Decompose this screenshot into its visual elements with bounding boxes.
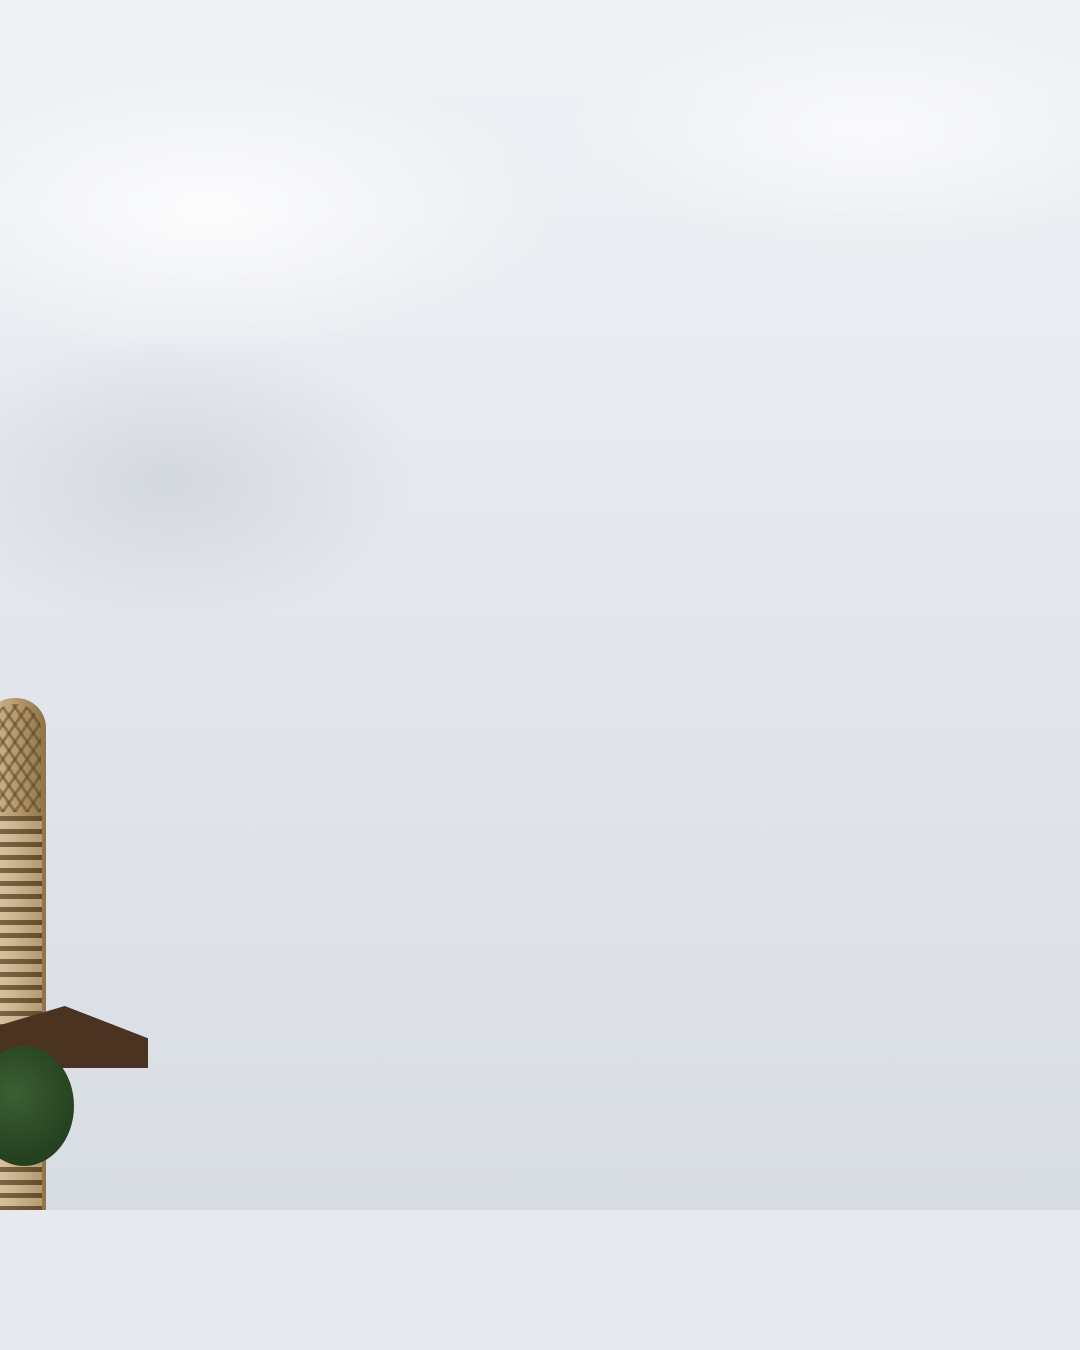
golden-pagoda-photo bbox=[0, 1074, 168, 1206]
